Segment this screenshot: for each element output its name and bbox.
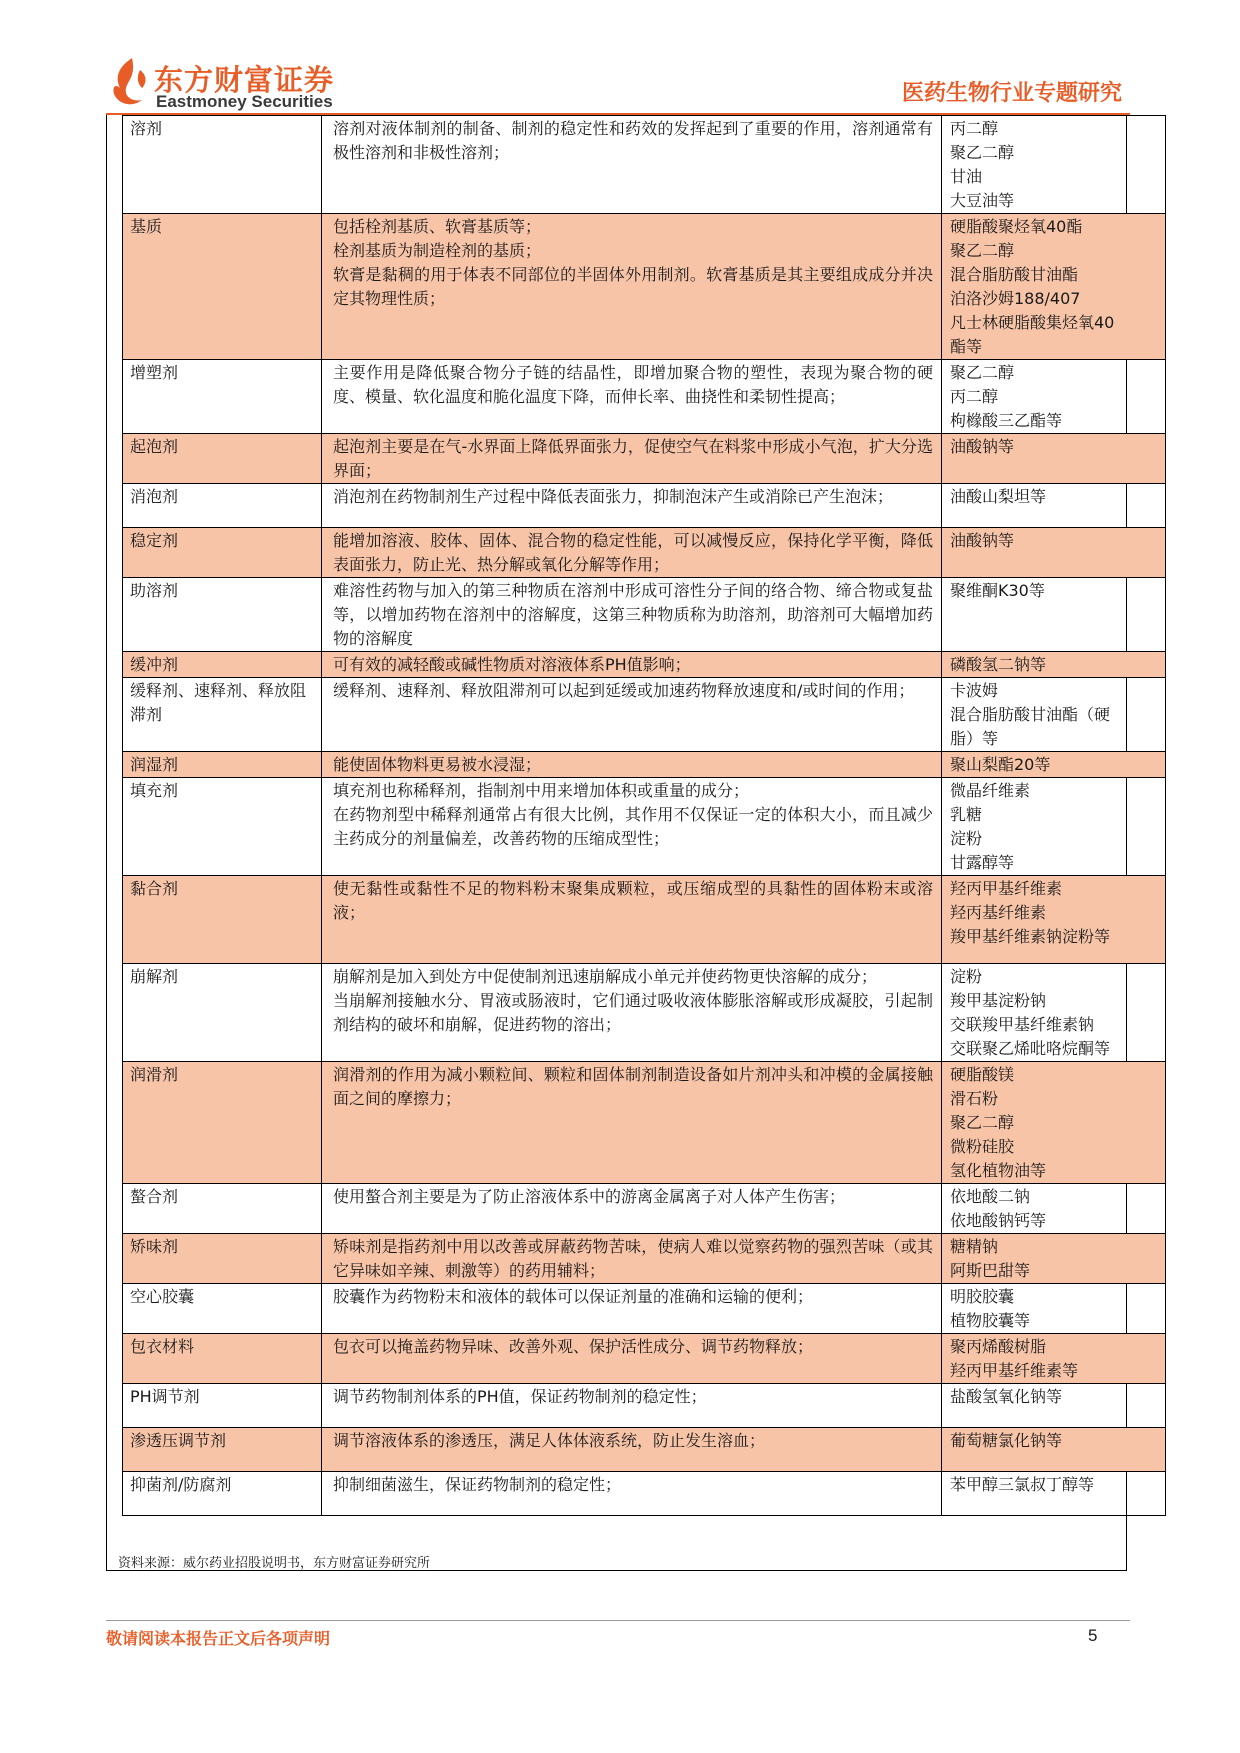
example-item: 羧甲基淀粉钠 — [950, 991, 1047, 1010]
excipient-name-cell: 溶剂 — [123, 116, 322, 214]
excipient-name-cell: 抑菌剂/防腐剂 — [123, 1472, 322, 1516]
table-row — [123, 434, 1166, 484]
example-item: 混合脂肪酸甘油酯 — [950, 265, 1079, 284]
excipient-examples-cell — [942, 214, 1166, 360]
excipient-function-cell — [322, 1284, 942, 1334]
function-line: 包衣可以掩盖药物异味、改善外观、保护活性成分、调节药物释放； — [333, 1337, 814, 1356]
excipient-examples-cell — [942, 1234, 1166, 1284]
function-line: 栓剂基质为制造栓剂的基质； — [333, 241, 542, 260]
excipient-name-cell: 润湿剂 — [123, 752, 322, 778]
example-item: 盐酸氢氧化钠等 — [950, 1387, 1063, 1406]
excipient-name-cell: 增塑剂 — [123, 360, 322, 434]
excipient-name-cell: 基质 — [123, 214, 322, 360]
excipient-examples-cell — [942, 434, 1166, 484]
excipient-function-cell — [322, 652, 942, 678]
example-item: 油酸山梨坦等 — [950, 487, 1047, 506]
table-row — [123, 1184, 1166, 1234]
excipient-examples-cell — [942, 964, 1166, 1062]
function-line: 调节药物制剂体系的PH值，保证药物制剂的稳定性； — [333, 1387, 707, 1406]
excipient-examples-cell — [942, 752, 1166, 778]
function-line: 调节溶液体系的渗透压，满足人体体液系统，防止发生溶血； — [333, 1431, 766, 1450]
flame-logo-icon — [106, 56, 154, 108]
brand-name-cn: 东方财富证券 — [154, 63, 335, 97]
example-item: 硬脂酸镁 — [950, 1065, 1015, 1084]
excipient-name-cell: 矫味剂 — [123, 1234, 322, 1284]
excipient-function-cell — [322, 1334, 942, 1384]
example-item: 聚乙二醇 — [950, 1113, 1015, 1132]
page-number: 5 — [1088, 1626, 1098, 1645]
excipient-examples-cell — [942, 1062, 1166, 1184]
function-line: 溶剂对液体制剂的制备、制剂的稳定性和药效的发挥起到了重要的作用，溶剂通常有极性溶剂和非极性溶剂； — [333, 119, 933, 162]
function-line: 起泡剂主要是在气-水界面上降低界面张力，促使空气在料浆中形成小气泡，扩大分选界面； — [333, 437, 933, 480]
example-item: 羟丙基纤维素 — [950, 903, 1047, 922]
table-row — [123, 1428, 1166, 1472]
example-item: 羟丙甲基纤维素等 — [950, 1361, 1079, 1380]
example-item: 苯甲醇三氯叔丁醇等 — [950, 1475, 1095, 1494]
example-item: 油酸钠等 — [950, 437, 1015, 456]
table-row — [123, 778, 1166, 876]
example-item: 植物胶囊等 — [950, 1311, 1031, 1330]
function-line: 难溶性药物与加入的第三种物质在溶剂中形成可溶性分子间的络合物、缔合物或复盐等，以增加药物在溶剂中的溶解度，这第三种物质称为助溶剂，助溶剂可大幅增加药物的溶解度 — [333, 581, 933, 648]
example-item: 依地酸二钠 — [950, 1187, 1031, 1206]
table-row — [123, 1384, 1166, 1428]
example-item: 微晶纤维素 — [950, 781, 1031, 800]
excipient-examples-cell — [942, 778, 1166, 876]
function-line: 能增加溶液、胶体、固体、混合物的稳定性能，可以减慢反应，保持化学平衡，降低表面张力，防止光、热分解或氧化分解等作用； — [333, 531, 933, 574]
excipient-function-cell — [322, 964, 942, 1062]
example-item: 枸橼酸三乙酯等 — [950, 411, 1063, 430]
example-item: 聚维酮K30等 — [950, 581, 1045, 600]
excipient-name-cell: 缓释剂、速释剂、释放阻滞剂 — [123, 678, 322, 752]
function-line: 使无黏性或黏性不足的物料粉末聚集成颗粒，或压缩成型的具黏性的固体粉末或溶液； — [333, 879, 933, 922]
example-item: 油酸钠等 — [950, 531, 1015, 550]
function-line: 使用螯合剂主要是为了防止溶液体系中的游离金属离子对人体产生伤害； — [333, 1187, 846, 1206]
excipient-examples-cell — [942, 1384, 1166, 1428]
table-row — [123, 1472, 1166, 1516]
excipient-name-cell: 起泡剂 — [123, 434, 322, 484]
brand-logo — [106, 56, 366, 116]
excipient-examples-cell — [942, 360, 1166, 434]
function-line: 缓释剂、速释剂、释放阻滞剂可以起到延缓或加速药物释放速度和/或时间的作用； — [333, 681, 915, 700]
example-item: 聚乙二醇 — [950, 363, 1015, 382]
excipient-name-cell: 崩解剂 — [123, 964, 322, 1062]
example-item: 微粉硅胶 — [950, 1137, 1015, 1156]
excipient-function-cell — [322, 1472, 942, 1516]
report-type-title: 医药生物行业专题研究 — [901, 81, 1122, 106]
example-item: 淀粉 — [950, 967, 983, 986]
example-item: 凡士林硬脂酸集烃氧40 — [950, 313, 1115, 332]
table-row — [123, 752, 1166, 778]
footer-disclaimer: 敬请阅读本报告正文后各项声明 — [106, 1629, 331, 1648]
excipient-name-cell: 螯合剂 — [123, 1184, 322, 1234]
example-item: 混合脂肪酸甘油酯（硬 — [950, 705, 1111, 724]
example-item: 羧甲基纤维素钠淀粉等 — [950, 927, 1111, 946]
function-line: 软膏是黏稠的用于体表不同部位的半固体外用制剂。软膏基质是其主要组成成分并决定其物理性质； — [333, 265, 933, 308]
excipient-name-cell: 填充剂 — [123, 778, 322, 876]
excipient-examples-cell — [942, 1184, 1166, 1234]
example-item: 交联聚乙烯吡咯烷酮等 — [950, 1039, 1111, 1058]
function-line: 在药物剂型中稀释剂通常占有很大比例，其作用不仅保证一定的体积大小，而且减少主药成分的剂量偏差，改善药物的压缩成型性； — [333, 805, 933, 848]
excipient-name-cell: 黏合剂 — [123, 876, 322, 964]
table-row — [123, 578, 1166, 652]
function-line: 能使固体物料更易被水浸湿； — [333, 755, 542, 774]
excipient-examples-cell — [942, 876, 1166, 964]
example-item: 甘露醇等 — [950, 853, 1015, 872]
example-item: 依地酸钠钙等 — [950, 1211, 1047, 1230]
example-item: 滑石粉 — [950, 1089, 999, 1108]
example-item: 泊洛沙姆188/407 — [950, 289, 1081, 308]
example-item: 丙二醇 — [950, 119, 999, 138]
example-item: 磷酸氢二钠等 — [950, 655, 1047, 674]
excipient-function-cell — [322, 752, 942, 778]
example-item: 脂）等 — [950, 729, 999, 748]
table-row — [123, 876, 1166, 964]
excipient-name-cell: 消泡剂 — [123, 484, 322, 528]
excipient-table — [122, 115, 1166, 1516]
table-row — [123, 1234, 1166, 1284]
table-row — [123, 528, 1166, 578]
brand-name-en: Eastmoney Securities — [156, 92, 333, 111]
example-item: 卡波姆 — [950, 681, 999, 700]
table-row — [123, 1062, 1166, 1184]
function-line: 可有效的减轻酸或碱性物质对溶液体系PH值影响； — [333, 655, 691, 674]
excipient-function-cell — [322, 360, 942, 434]
table-row — [123, 116, 1166, 214]
excipient-name-cell: 包衣材料 — [123, 1334, 322, 1384]
function-line: 当崩解剂接触水分、胃液或肠液时，它们通过吸收液体膨胀溶解或形成凝胶，引起制剂结构的破坏和崩解，促进药物的溶出； — [333, 991, 933, 1034]
excipient-name-cell: 缓冲剂 — [123, 652, 322, 678]
excipient-function-cell — [322, 116, 942, 214]
excipient-examples-cell — [942, 1284, 1166, 1334]
excipient-examples-cell — [942, 652, 1166, 678]
excipient-function-cell — [322, 1428, 942, 1472]
footer-divider — [106, 1620, 1130, 1621]
table-row — [123, 360, 1166, 434]
excipient-function-cell — [322, 778, 942, 876]
excipient-examples-cell — [942, 578, 1166, 652]
example-item: 明胶胶囊 — [950, 1287, 1015, 1306]
excipient-function-cell — [322, 528, 942, 578]
function-line: 主要作用是降低聚合物分子链的结晶性，即增加聚合物的塑性，表现为聚合物的硬度、模量、软化温度和脆化温度下降，而伸长率、曲挠性和柔韧性提高； — [333, 363, 933, 406]
table-row — [123, 1334, 1166, 1384]
excipient-function-cell — [322, 214, 942, 360]
source-note: 资料来源：威尔药业招股说明书，东方财富证券研究所 — [118, 1556, 431, 1571]
table-row — [123, 964, 1166, 1062]
example-item: 大豆油等 — [950, 191, 1015, 210]
excipient-examples-cell — [942, 1334, 1166, 1384]
function-line: 消泡剂在药物制剂生产过程中降低表面张力，抑制泡沫产生或消除已产生泡沫； — [333, 487, 894, 506]
example-item: 乳糖 — [950, 805, 983, 824]
example-item: 淀粉 — [950, 829, 983, 848]
example-item: 酯等 — [950, 337, 983, 356]
function-line: 填充剂也称稀释剂，指制剂中用来增加体积或重量的成分； — [333, 781, 750, 800]
table-row — [123, 484, 1166, 528]
excipient-name-cell: 空心胶囊 — [123, 1284, 322, 1334]
function-line: 包括栓剂基质、软膏基质等； — [333, 217, 542, 236]
example-item: 氢化植物油等 — [950, 1161, 1047, 1180]
excipient-function-cell — [322, 434, 942, 484]
example-item: 聚乙二醇 — [950, 241, 1015, 260]
excipient-function-cell — [322, 1234, 942, 1284]
excipient-function-cell — [322, 678, 942, 752]
excipient-examples-cell — [942, 116, 1166, 214]
excipient-name-cell: PH调节剂 — [123, 1384, 322, 1428]
excipient-examples-cell — [942, 484, 1166, 528]
excipient-function-cell — [322, 1184, 942, 1234]
example-item: 硬脂酸聚烃氧40酯 — [950, 217, 1083, 236]
excipient-name-cell: 渗透压调节剂 — [123, 1428, 322, 1472]
example-item: 聚丙烯酸树脂 — [950, 1337, 1047, 1356]
example-item: 聚山梨酯20等 — [950, 755, 1051, 774]
excipient-function-cell — [322, 876, 942, 964]
excipient-examples-cell — [942, 1428, 1166, 1472]
table-row — [123, 1284, 1166, 1334]
function-line: 抑制细菌滋生，保证药物制剂的稳定性； — [333, 1475, 622, 1494]
excipient-examples-cell — [942, 1472, 1166, 1516]
example-item: 葡萄糖氯化钠等 — [950, 1431, 1063, 1450]
example-item: 糖精钠 — [950, 1237, 999, 1256]
function-line: 矫味剂是指药剂中用以改善或屏蔽药物苦味，使病人难以觉察药物的强烈苦味（或其它异味如辛辣、刺激等）的药用辅料； — [333, 1237, 933, 1280]
example-item: 交联羧甲基纤维素钠 — [950, 1015, 1095, 1034]
table-row — [123, 652, 1166, 678]
example-item: 丙二醇 — [950, 387, 999, 406]
excipient-name-cell: 润滑剂 — [123, 1062, 322, 1184]
table-row — [123, 678, 1166, 752]
example-item: 羟丙甲基纤维素 — [950, 879, 1063, 898]
excipient-function-cell — [322, 484, 942, 528]
table-row — [123, 214, 1166, 360]
example-item: 甘油 — [950, 167, 983, 186]
example-item: 阿斯巴甜等 — [950, 1261, 1031, 1280]
excipient-function-cell — [322, 1384, 942, 1428]
function-line: 胶囊作为药物粉末和液体的载体可以保证剂量的准确和运输的便利； — [333, 1287, 814, 1306]
excipient-name-cell: 稳定剂 — [123, 528, 322, 578]
excipient-function-cell — [322, 1062, 942, 1184]
excipient-examples-cell — [942, 678, 1166, 752]
function-line: 润滑剂的作用为减小颗粒间、颗粒和固体制剂制造设备如片剂冲头和冲模的金属接触面之间的摩擦力； — [333, 1065, 933, 1108]
excipient-name-cell: 助溶剂 — [123, 578, 322, 652]
example-item: 聚乙二醇 — [950, 143, 1015, 162]
function-line: 崩解剂是加入到处方中促使制剂迅速崩解成小单元并使药物更快溶解的成分； — [333, 967, 878, 986]
excipient-function-cell — [322, 578, 942, 652]
excipient-examples-cell — [942, 528, 1166, 578]
